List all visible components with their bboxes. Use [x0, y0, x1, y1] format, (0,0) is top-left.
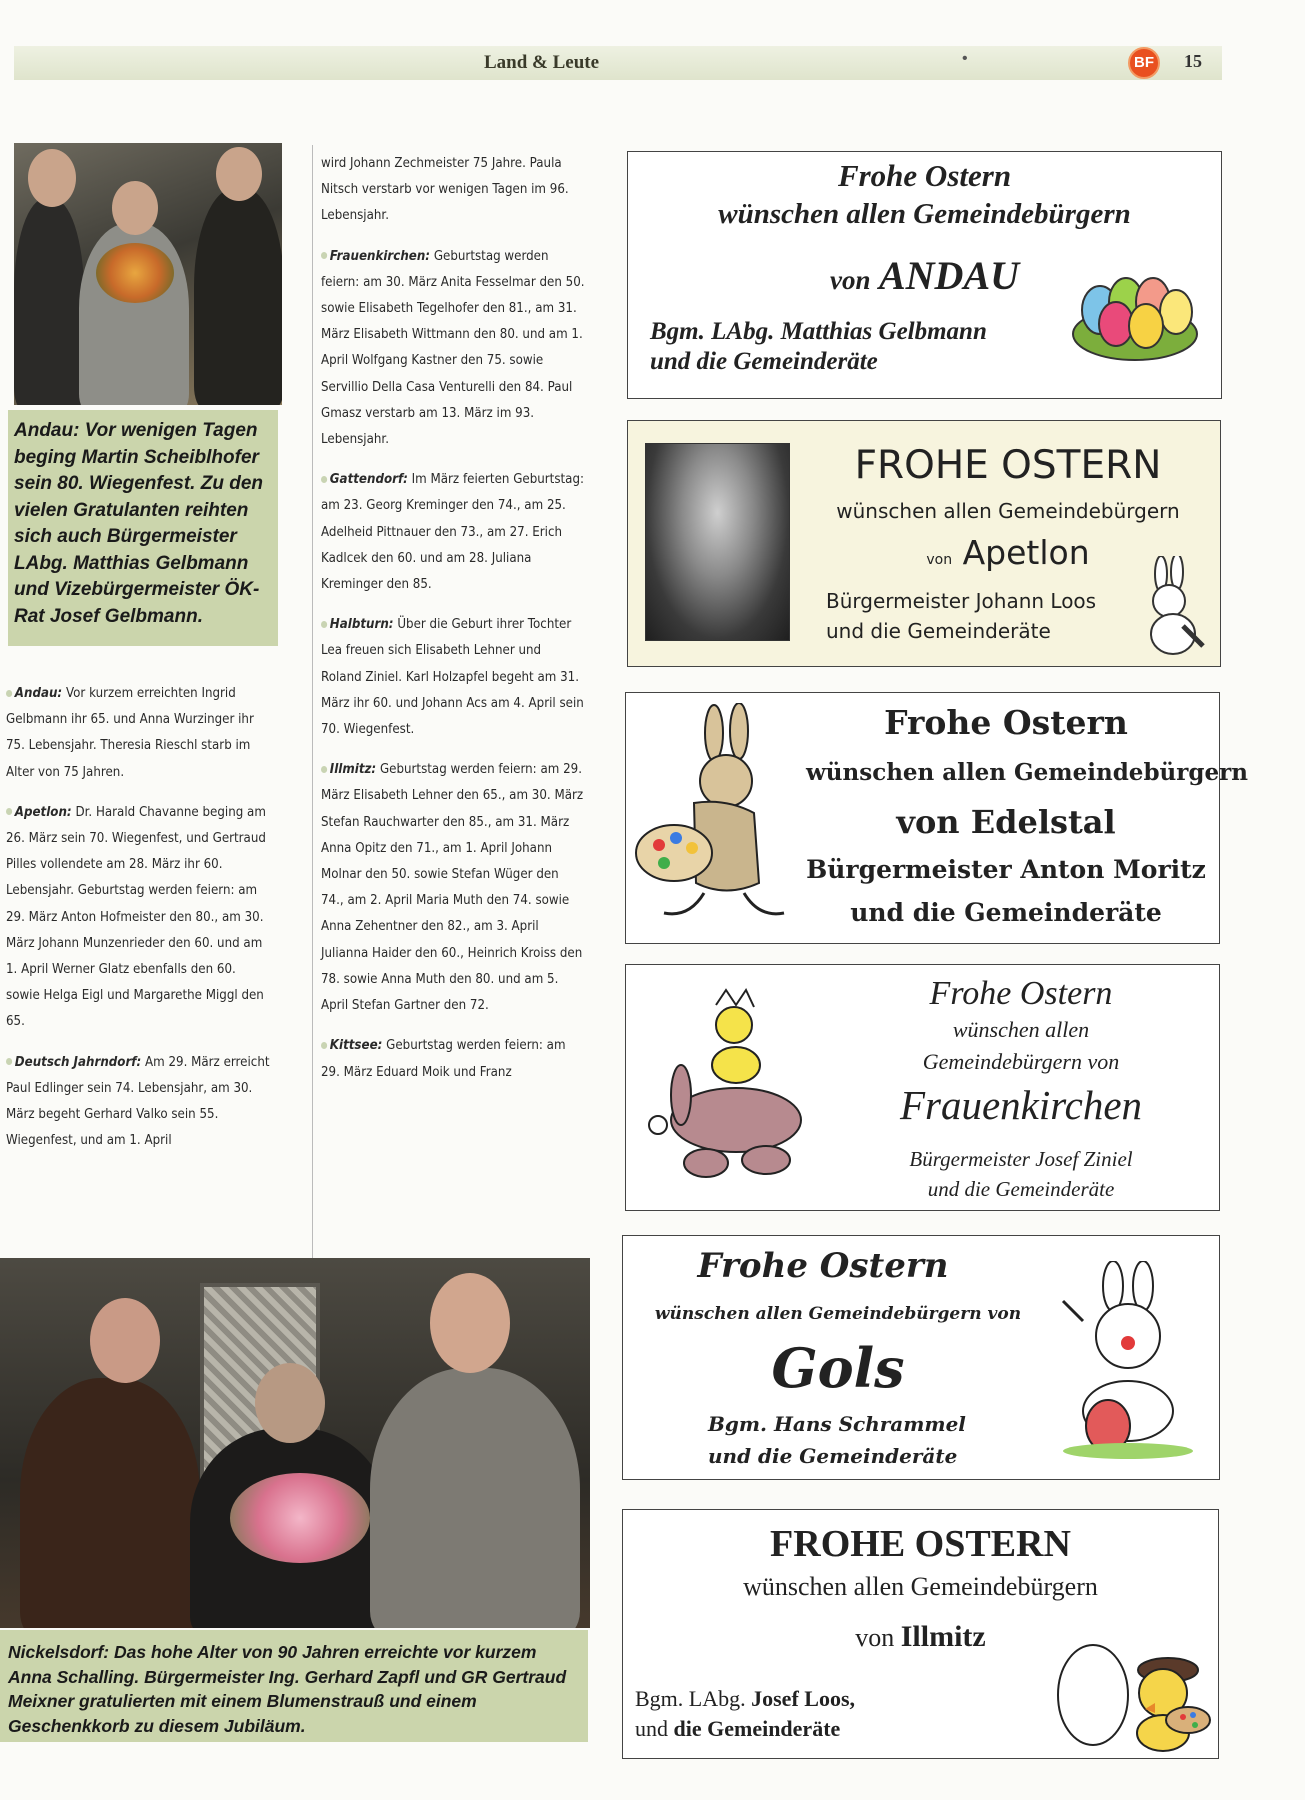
ad-signature-2: und die Gemeinderäte: [850, 898, 1162, 927]
ad-edelstal: [625, 692, 1248, 944]
place-name: Gattendorf:: [329, 471, 408, 488]
text-column-left: [6, 680, 270, 1167]
bullet-icon: [321, 621, 327, 628]
place-name: Andau:: [14, 685, 63, 701]
ad-greeting: wünschen allen Gemeindebürgern: [806, 759, 1248, 786]
ad-signature-council: die Gemeinderäte: [673, 1716, 841, 1741]
ad-place-name: Apetlon: [962, 533, 1090, 572]
ad-headline: FROHE OSTERN: [854, 443, 1162, 488]
ad-gols: [622, 1235, 1220, 1480]
caption-top: Andau: Vor wenigen Tagen beging Martin Scheiblhofer sein 80. Wiegenfest. Zu den vielen Gratulanten reihten sich auch Bürgermeister LAbg. Matthias Gelbmann und Vizebürgermeister ÖK-Rat Josef Gelbmann.: [8, 410, 278, 646]
news-text: Dr. Harald Chavanne beging am 26. März sein 70. Wiegenfest, und Gertraud Pilles vollendete am 28. März ihr 60. Lebensjahr. Geburtstag werden feiern: am 29. März Anton Hofmeister den 80., am 30. März Johann Munzenrieder den 60. und am 1. April Werner Glatz ebenfalls den 60. sowie Helga Eigl und Margarethe Miggl den 65.: [6, 803, 266, 1030]
section-title: Land & Leute: [484, 52, 600, 73]
news-item: [6, 1049, 270, 1154]
news-item: [321, 756, 585, 1018]
news-text: Vor kurzem erreichten Ingrid Gelbmann ihr 65. und Anna Wurzinger ihr 75. Lebensjahr. Theresia Rieschl starb im Alter von 75 Jahren.: [6, 685, 254, 780]
ad-signature-2: und die Gemeinderäte: [927, 1177, 1115, 1201]
ad-place-name: ANDAU: [878, 253, 1020, 298]
photo-nickelsdorf-birthday: [0, 1258, 590, 1628]
ad-signature-und: und: [635, 1716, 668, 1741]
ad-greeting: wünschen allen: [952, 1017, 1090, 1042]
place-name: Illmitz:: [329, 761, 377, 778]
ad-headline: Frohe Ostern: [837, 158, 1012, 193]
ad-greeting: wünschen allen Gemeindebürgern: [718, 198, 1131, 230]
ad-signature-2: und die Gemeinderäte: [650, 348, 878, 375]
bullet-icon: [321, 252, 327, 259]
ad-signature-2: und die Gemeinderäte: [708, 1444, 958, 1468]
ad-place-name: Gols: [771, 1336, 905, 1400]
news-text: Geburtstag werden feiern: am 29. März Elisabeth Lehner den 65., am 30. März Stefan Rauchwarter den 85., am 31. März Anna Opitz den 71., am 1. April Johann Molnar den 50. sowie Stefan Wüger den 74., am 2. April Maria Muth den 74. sowie Anna Zehentner den 82., am 3. April Julianna Haider den 60., Heinrich Kroiss den 78. sowie Anna Muth den 80. und am 5. April Stefan Gartner den 72.: [321, 761, 584, 1014]
news-item: [321, 466, 585, 597]
ad-frauenkirchen: [625, 964, 1220, 1211]
bf-logo: BF: [1128, 47, 1160, 79]
ad-signature-2: und die Gemeinderäte: [826, 619, 1051, 643]
text-column-middle: [321, 150, 585, 1099]
ad-place: von Edelstal: [896, 803, 1116, 841]
news-item: [321, 611, 585, 742]
ad-signature: Bgm. Hans Schrammel: [708, 1412, 966, 1436]
news-item: [321, 1032, 585, 1084]
bullet-icon: [321, 1042, 327, 1049]
place-name: Deutsch Jahrndorf:: [14, 1053, 142, 1070]
portrait-photo: [645, 443, 790, 641]
ad-illmitz: [622, 1509, 1219, 1759]
ad-signature: Bgm. LAbg. Matthias Gelbmann: [650, 318, 987, 345]
news-item: [321, 150, 585, 229]
place-name: Kittsee:: [329, 1037, 383, 1054]
ad-headline: Frohe Ostern: [929, 975, 1113, 1012]
news-text: Geburtstag werden feiern: am 30. März Anita Fesselmar den 50. sowie Elisabeth Tegelhofer den 81., am 31. März Elisabeth Wittmann den 80. und am 1. April Wolfgang Kastner den 75. sowie Servillio Della Casa Venturelli den 84. Paul Gmasz verstarb am 13. März im 93. Lebensjahr.: [321, 247, 585, 448]
easter-eggs-icon: [1068, 272, 1203, 367]
news-text: wird Johann Zechmeister 75 Jahre. Paula Nitsch verstarb vor wenigen Tagen im 96. Lebensjahr.: [321, 155, 569, 224]
bullet-icon: [321, 476, 327, 483]
bunny-painting-egg-icon: [1053, 1261, 1203, 1461]
ad-place-name: Illmitz: [900, 1620, 986, 1653]
column-divider: [312, 145, 313, 1260]
news-text: Im März feierten Geburtstag: am 23. Georg Kreminger den 74., am 25. Adelheid Pittnauer den 73., am 27. Erich Kadlcek den 60. und am 28. Juliana Kreminger den 85.: [321, 471, 585, 593]
ad-signature: Bürgermeister Anton Moritz: [806, 855, 1206, 884]
place-name: Halbturn:: [329, 616, 394, 633]
header-dot: •: [962, 50, 968, 67]
ad-signature-title: Bgm. LAbg.: [635, 1686, 746, 1711]
bunny-icon: [1133, 556, 1213, 661]
ad-headline: Frohe Ostern: [884, 703, 1128, 742]
chick-riding-bunny-icon: [646, 985, 821, 1185]
page-number: 15: [1184, 51, 1202, 71]
ad-apetlon: [627, 420, 1221, 667]
caption-bottom: Nickelsdorf: Das hohe Alter von 90 Jahren erreichte vor kurzem Anna Schalling. Bürgermeister Ing. Gerhard Zapfl und GR Gertraud Meixner gratulierten mit einem Blumenstrauß und einem Geschenkkorb zu diesem Jubiläum.: [0, 1630, 588, 1742]
ad-greeting: wünschen allen Gemeindebürgern von: [654, 1304, 1022, 1324]
photo-andau-birthday: [14, 143, 282, 405]
ad-place-name: Frauenkirchen: [899, 1082, 1143, 1128]
ad-greeting-2: Gemeindebürgern von: [922, 1049, 1120, 1074]
news-text: Über die Geburt ihrer Tochter Lea freuen sich Elisabeth Lehner und Roland Ziniel. Karl Holzapfel begeht am 31. März ihr 60. und Johann Acs am 4. April sein 70. Wiegenfest.: [321, 616, 584, 738]
bullet-icon: [321, 766, 327, 773]
ad-greeting: wünschen allen Gemeindebürgern: [743, 1572, 1098, 1601]
bullet-icon: [6, 808, 12, 815]
page-header: [14, 46, 1222, 80]
ad-signature-name: Josef Loos,: [751, 1686, 856, 1711]
news-item: [6, 799, 270, 1035]
ad-andau: [627, 151, 1222, 399]
ad-headline: Frohe Ostern: [697, 1246, 949, 1286]
ad-von: von: [829, 265, 871, 295]
ad-signature: Bürgermeister Josef Ziniel: [909, 1147, 1133, 1171]
ad-von: von: [855, 1623, 895, 1652]
ad-signature: Bürgermeister Johann Loos: [826, 589, 1097, 613]
news-text: Geburtstag werden feiern: am 29. März Eduard Moik und Franz: [321, 1037, 566, 1080]
chick-painting-egg-icon: [1043, 1615, 1213, 1755]
ad-von: von: [926, 552, 953, 568]
ad-headline: FROHE OSTERN: [770, 1523, 1071, 1565]
ad-greeting: wünschen allen Gemeindebürgern: [836, 499, 1180, 523]
place-name: Frauenkirchen:: [329, 247, 431, 264]
news-item: [6, 680, 270, 785]
news-text: Am 29. März erreicht Paul Edlinger sein 74. Lebensjahr, am 30. März begeht Gerhard Valko sein 55. Wiegenfest, und am 1. April: [6, 1053, 270, 1149]
bullet-icon: [6, 1058, 12, 1065]
place-name: Apetlon:: [14, 803, 72, 820]
painter-bunny-icon: [634, 703, 809, 933]
bullet-icon: [6, 690, 12, 697]
news-item: [321, 243, 585, 453]
